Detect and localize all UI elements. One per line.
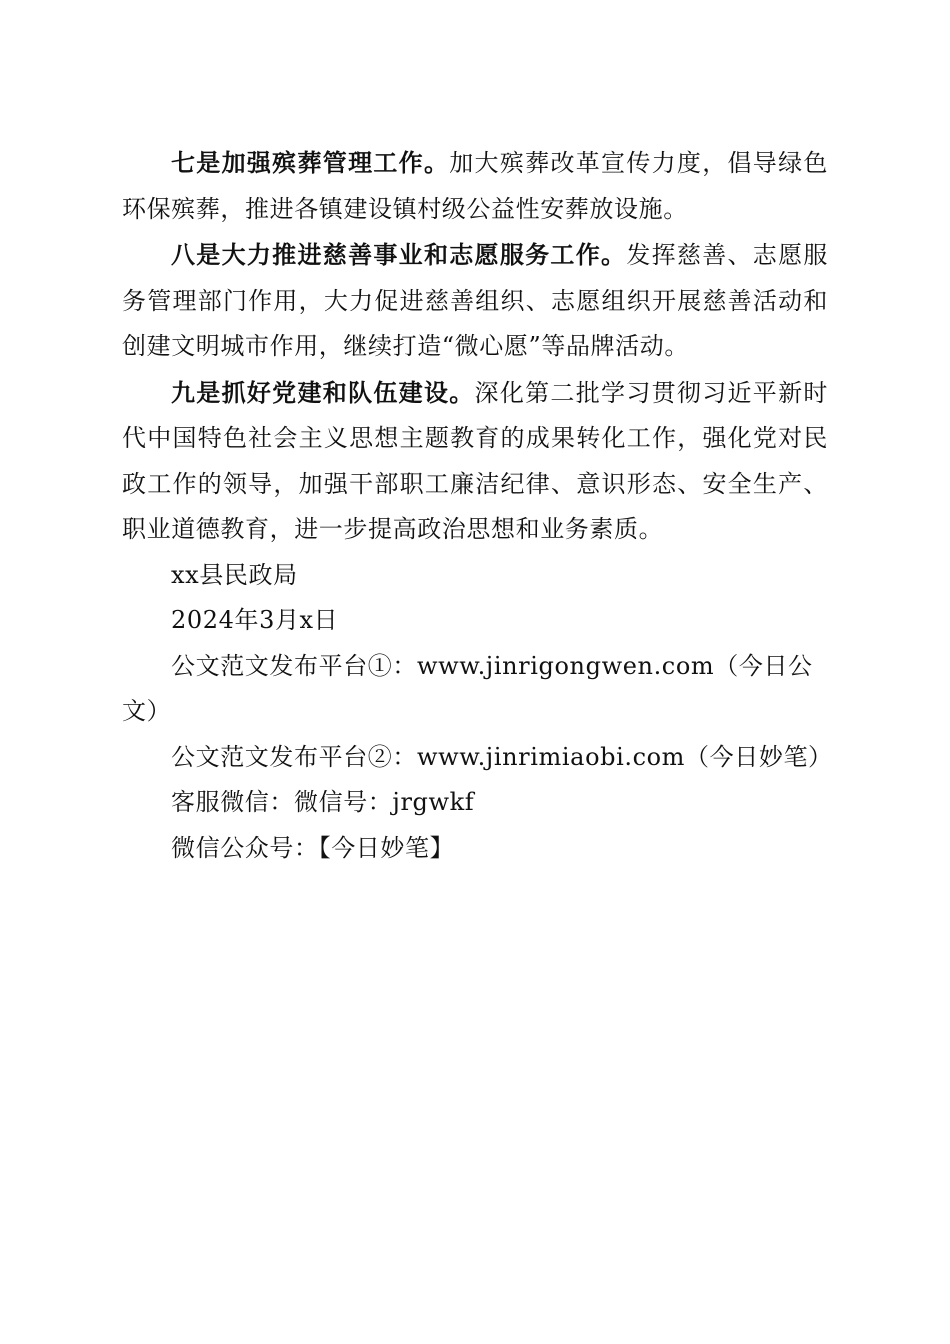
paragraph-charity-volunteer	[122, 232, 828, 370]
document-body	[122, 140, 833, 871]
paragraph-lead: 八是大力推进慈善事业和志愿服务工作。	[171, 240, 627, 269]
paragraph-text: 深化第二批学习贯彻习近平新时代中国特色社会主义思想主题教育的成果转化工作，强化党对民政工作的领导，加强干部职工廉洁纪律、意识形态、安全生产、职业道德教育，进一步提高政治思想和业务素质。	[122, 378, 828, 543]
paragraph-party-building	[122, 370, 828, 553]
paragraph-text: 发挥慈善、志愿服务管理部门作用，大力促进慈善组织、志愿组织开展慈善活动和创建文明城市作用，继续打造“微心愿”等品牌活动。	[122, 241, 828, 360]
signature-date: 2024年3月x日	[171, 606, 339, 634]
paragraph-text: 加大殡葬改革宣传力度，倡导绿色环保殡葬，推进各镇建设镇村级公益性安葬放设施。	[122, 149, 829, 223]
paragraph-funeral-management	[122, 140, 828, 232]
footer-platform-2: 公文范文发布平台②：www.jinrimiaobi.com（今日妙笔）	[171, 742, 833, 771]
paragraph-lead: 九是抓好党建和队伍建设。	[171, 377, 475, 407]
footer-platform-1: 公文范文发布平台①：www.jinrigongwen.com（今日公文）	[122, 651, 813, 725]
footer-official-account: 微信公众号：【今日妙笔】	[171, 833, 455, 862]
signature-org: xx县民政局	[171, 560, 298, 589]
footer-wechat: 客服微信：微信号：jrgwkf	[171, 788, 475, 816]
paragraph-lead: 七是加强殡葬管理工作。	[171, 148, 450, 177]
